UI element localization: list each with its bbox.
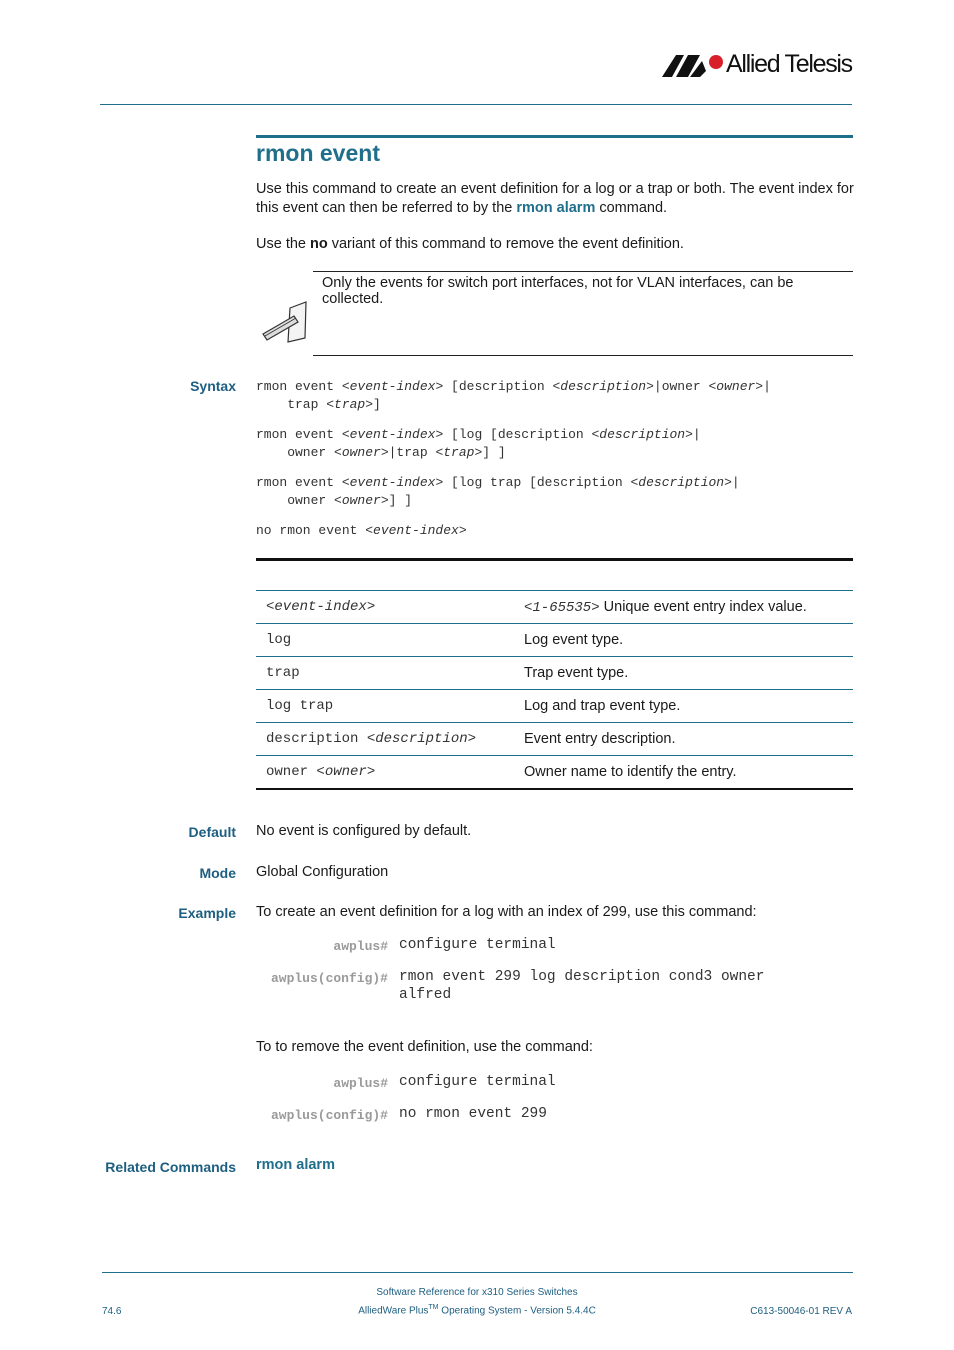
table-row (256, 591, 853, 624)
syntax-label: Syntax (190, 378, 236, 394)
cli-prompt: awplus# (333, 939, 388, 954)
cli-command-line: rmon event 299 log description cond3 owner (399, 969, 765, 985)
cli-command: configure terminal (399, 937, 556, 953)
table-row (256, 657, 853, 690)
table-row (256, 624, 853, 657)
syntax-param: <description> (552, 379, 654, 394)
parameter-description (524, 723, 853, 756)
allied-telesis-logo-icon (662, 53, 726, 79)
syntax-param: <owner> (334, 493, 389, 508)
parameter-description-text: Log and trap event type. (524, 697, 681, 714)
syntax-text: ] ] (388, 493, 413, 508)
table-row (256, 723, 853, 756)
parameter-keyword: log (266, 632, 292, 648)
default-text: No event is configured by default. (256, 823, 472, 839)
cli-command: configure terminal (399, 1074, 556, 1090)
parameter-range: <1-65535> (524, 599, 600, 616)
syntax-text: | (763, 379, 771, 394)
syntax-text: no rmon event (256, 523, 366, 538)
document-id: C613-50046-01 REV A (750, 1306, 852, 1317)
parameter-description-text: Owner name to identify the entry. (524, 763, 737, 780)
logo (662, 50, 854, 82)
parameter-placeholder: <owner> (316, 764, 376, 780)
syntax-text: rmon event (256, 475, 342, 490)
parameter-keyword: trap (266, 665, 300, 681)
parameter-description (524, 624, 853, 657)
no-keyword: no (310, 236, 328, 252)
note-rule-top (313, 271, 853, 272)
footer-product: AlliedWare Plus (358, 1305, 429, 1317)
no-variant-text-end: variant of this command to remove the event definition. (327, 236, 684, 252)
syntax-param: <event-index> (341, 427, 444, 442)
page-number: 74.6 (102, 1306, 122, 1317)
parameter-table (256, 590, 853, 790)
syntax-block-4 (256, 522, 467, 540)
parameter-description (524, 690, 853, 723)
parameter-placeholder: <description> (366, 731, 477, 747)
syntax-param: <event-index> (341, 379, 444, 394)
footer-title: Software Reference for x310 Series Switches (376, 1287, 578, 1298)
mode-text: Global Configuration (256, 864, 389, 880)
syntax-block-1 (256, 378, 771, 414)
parameter-keyword: owner (266, 764, 317, 780)
parameter-name (256, 624, 524, 657)
syntax-text: | (692, 427, 701, 442)
syntax-text: |trap (388, 445, 436, 460)
parameter-description (524, 756, 853, 790)
parameter-description-text: Unique event entry index value. (599, 598, 807, 615)
note-pen-icon (260, 300, 310, 344)
syntax-text: ] (373, 397, 381, 412)
parameter-name (256, 756, 524, 790)
syntax-param: <event-index> (341, 475, 444, 490)
syntax-text: owner (256, 445, 335, 460)
syntax-text: [log [description (443, 427, 592, 442)
syntax-param: <owner> (334, 445, 389, 460)
no-variant-text: Use the (256, 236, 310, 252)
default-label: Default (188, 824, 236, 840)
syntax-param: <description> (630, 475, 732, 490)
related-rmon-alarm-link[interactable]: rmon alarm (256, 1157, 335, 1173)
cli-prompt: awplus(config)# (270, 1108, 388, 1123)
syntax-text: ] ] (482, 445, 506, 460)
related-commands-label: Related Commands (105, 1159, 236, 1175)
parameter-description-text: Trap event type. (524, 664, 629, 681)
syntax-param: <owner> (708, 379, 764, 394)
parameter-description (524, 591, 853, 624)
table-top-rule (256, 558, 853, 561)
intro-text: Use this command to create an event definition for a log or a trap or both. The event index for this event can then be referred to by the (256, 181, 854, 216)
syntax-param: <trap> (326, 397, 374, 412)
parameter-description-text: Event entry description. (524, 730, 676, 747)
syntax-block-3 (256, 474, 740, 510)
syntax-param: <event-index> (365, 523, 467, 538)
example-label: Example (178, 905, 236, 921)
syntax-text: owner (256, 493, 335, 508)
footer-tm: TM (428, 1304, 439, 1311)
no-variant-paragraph (256, 235, 684, 254)
intro-text-end: command. (595, 200, 668, 216)
page-title: rmon event (256, 140, 380, 166)
parameter-keyword: log trap (266, 698, 334, 714)
parameter-name (256, 690, 524, 723)
note-text: Only the events for switch port interfaces, not for VLAN interfaces, can be collected. (322, 275, 794, 307)
title-rule (256, 135, 853, 138)
footer-os-version: Operating System - Version 5.4.4C (438, 1305, 596, 1317)
syntax-text: rmon event (256, 427, 342, 442)
parameter-name (256, 591, 524, 624)
parameter-name (256, 723, 524, 756)
intro-paragraph (256, 180, 856, 218)
syntax-text: trap (256, 397, 327, 412)
syntax-param: <description> (591, 427, 693, 442)
rmon-alarm-link[interactable]: rmon alarm (516, 200, 596, 216)
parameter-keyword: description (266, 731, 367, 747)
syntax-text: rmon event (256, 379, 342, 394)
example-intro-2: To to remove the event definition, use the command: (256, 1039, 593, 1055)
mode-label: Mode (199, 865, 236, 881)
cli-command: no rmon event 299 (399, 1106, 547, 1122)
header-rule (100, 104, 852, 105)
table-row (256, 690, 853, 723)
table-row (256, 756, 853, 790)
syntax-text: [log trap [description (443, 475, 631, 490)
note-rule-bottom (313, 355, 853, 356)
syntax-param: <trap> (435, 445, 483, 460)
logo-text: Allied Telesis (726, 50, 852, 78)
cli-command-line: alfred (399, 987, 452, 1003)
footer-rule (102, 1272, 853, 1273)
cli-prompt: awplus(config)# (270, 971, 388, 986)
syntax-text: |owner (653, 379, 709, 394)
cli-command (399, 968, 764, 1004)
cli-prompt: awplus# (333, 1076, 388, 1091)
parameter-description-text: Log event type. (524, 631, 624, 648)
syntax-block-2 (256, 426, 701, 462)
parameter-description (524, 657, 853, 690)
parameter-placeholder: <event-index> (266, 599, 376, 615)
example-intro: To create an event definition for a log with an index of 299, use this command: (256, 904, 757, 920)
syntax-text: [description (443, 379, 553, 394)
parameter-name (256, 657, 524, 690)
syntax-text: | (731, 475, 740, 490)
